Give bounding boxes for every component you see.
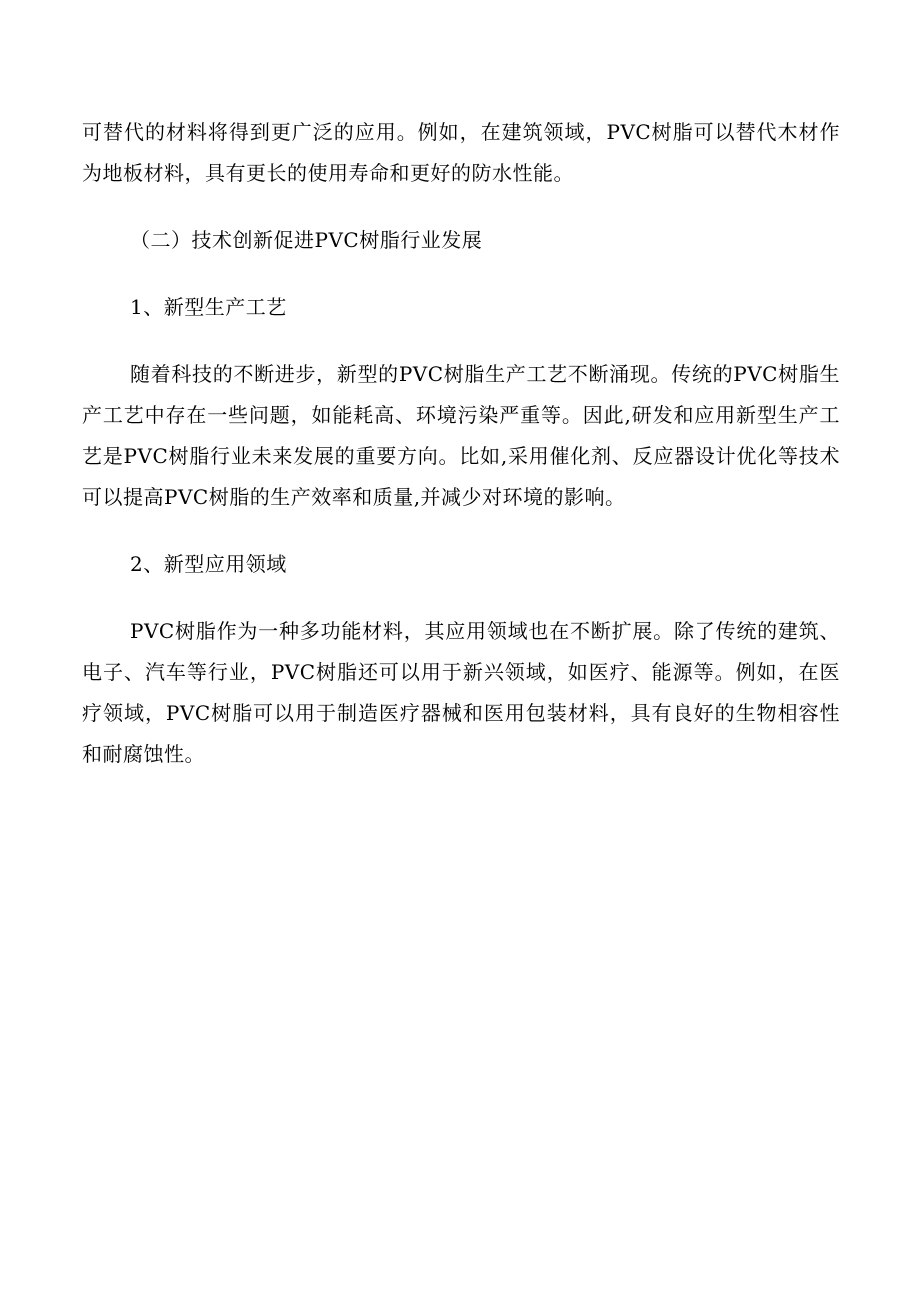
spacer — [82, 518, 840, 544]
document-page — [82, 112, 840, 775]
spacer — [82, 585, 840, 611]
subsection-heading-2: 2、新型应用领域 — [130, 552, 287, 576]
spacer — [82, 328, 840, 354]
subsection-body-2: PVC树脂作为一种多功能材料，其应用领域也在不断扩展。除了传统的建筑、电子、汽车等行业，PVC树脂还可以用于新兴领域，如医疗、能源等。例如，在医疗领域，PVC树脂可以用于制造医疗器械和医用包装材料，具有良好的生物相容性和耐腐蚀性。 — [82, 619, 840, 766]
subsection-heading-1: 1、新型生产工艺 — [130, 295, 287, 319]
spacer — [82, 261, 840, 287]
subsection-body-1: 随着科技的不断进步，新型的PVC树脂生产工艺不断涌现。传统的PVC树脂生产工艺中存在一些问题，如能耗高、环境污染严重等。因此,研发和应用新型生产工艺是PVC树脂行业未来发展的重要方向。比如,采用催化剂、反应器设计优化等技术可以提高PVC树脂的生产效率和质量,并减少对环境的影响。 — [82, 362, 840, 509]
section-heading: （二）技术创新促进PVC树脂行业发展 — [130, 228, 483, 252]
continuation-paragraph: 可替代的材料将得到更广泛的应用。例如，在建筑领域，PVC树脂可以替代木材作为地板材料，具有更长的使用寿命和更好的防水性能。 — [82, 120, 840, 185]
spacer — [82, 194, 840, 220]
